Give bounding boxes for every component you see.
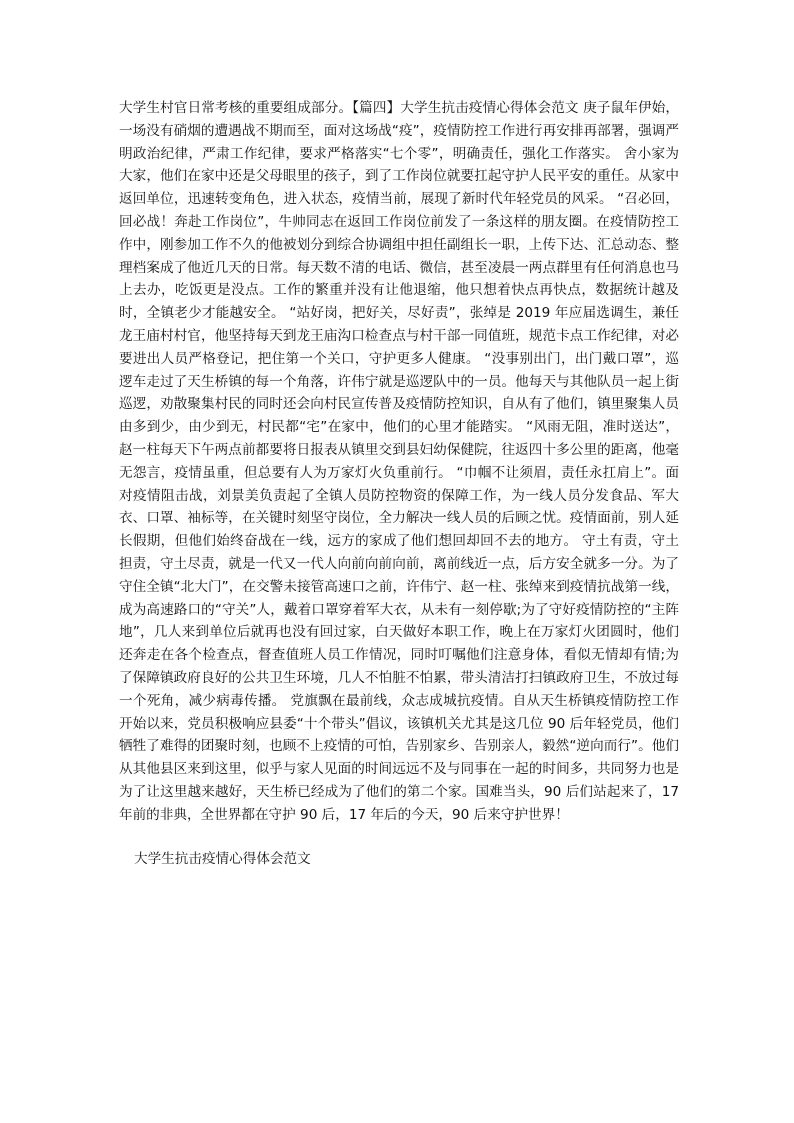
document-footer-title: 大学生抗击疫情心得体会范文 <box>134 851 311 867</box>
document-body-text: 大学生村官日常考核的重要组成部分。【篇四】大学生抗击疫情心得体会范文 庚子鼠年伊始，一场没有硝烟的遭遇战不期而至，面对这场战“疫”，疫情防控工作进行再安排再部署，强调严明政治纪律，严肃工作纪律，要求严格落实“七个零”，明确责任，强化工作落实。 舍小家为大家，他们在家中还是父母眼里的孩子，到了工作岗位就要扛起守护人民平安的重任。从家中返回单位，迅速转变角色，进入状态，疫情当前，展现了新时代年轻党员的风采。 “召必回，回必战！奔赴工作岗位”，牛帅同志在返回工作岗位前发了一条这样的朋友圈。在疫情防控工作中，刚参加工作不久的他被划分到综合协调组中担任副组长一职，上传下达、汇总动态、整理档案成了他近几天的日常。每天数不清的电话、微信，甚至凌晨一两点群里有任何消息也马上去办，吃饭更是没点。工作的繁重并没有让他退缩，他只想着快点再快点，数据统计越及时，全镇老少才能越安全。 “站好岗，把好关，尽好责”，张绰是 2019 年应届选调生，兼任龙王庙村村官，他坚持每天到龙王庙沟口检查点与村干部一同值班，规范卡点工作纪律，对必要进出人员严格登记，把住第一个关口，守护更多人健康。 “没事别出门，出门戴口罩”，巡逻车走过了天生桥镇的每一个角落，许伟宁就是巡逻队中的一员。他每天与其他队员一起上街巡逻，劝散聚集村民的同时还会向村民宣传普及疫情防控知识，自从有了他们，镇里聚集人员由多到少，由少到无，村民都“宅”在家中，他们的心里才能踏实。 “风雨无阻，准时送达”，赵一柱每天下午两点前都要将日报表从镇里交到县妇幼保健院，往返四十多公里的距离，他毫无怨言，疫情虽重，但总要有人为万家灯火负重前行。 “巾帼不让须眉，责任永扛肩上”。面对疫情阻击战，刘景美负责起了全镇人员防控物资的保障工作，为一线人员分发食品、军大衣、口罩、袖标等，在关键时刻坚守岗位，全力解决一线人员的后顾之忧。疫情面前，别人延长假期，但他们始终奋战在一线，远方的家成了他们想回却回不去的地方。 守土有责，守土担责，守土尽责，就是一代又一代人向前向前向前，离前线近一点，后方安全就多一分。为了守住全镇“北大门”，在交警未接管高速口之前，许伟宁、赵一柱、张绰来到疫情抗战第一线，成为高速路口的“守关”人，戴着口罩穿着军大衣，从未有一刻停歇;为了守好疫情防控的“主阵地”，几人来到单位后就再也没有回过家，白天做好本职工作，晚上在万家灯火团圆时，他们还奔走在各个检查点，督查值班人员工作情况，同时叮嘱他们注意身体，看似无情却有情;为了保障镇政府良好的公共卫生环境，几人不怕脏不怕累，带头清洁打扫镇政府卫生，不放过每一个死角，减少病毒传播。 党旗飘在最前线，众志成城抗疫情。自从天生桥镇疫情防控工作开始以来，党员积极响应县委“十个带头”倡议，该镇机关尤其是这几位 90 后年轻党员，他们牺牲了难得的团聚时刻，也顾不上疫情的可怕，告别家乡、告别亲人，毅然“逆向而行”。他们从其他县区来到这里，似乎与家人见面的时间远远不及与同事在一起的时间多，共同努力也是为了让这里越来越好，天生桥已经成为了他们的第二个家。国难当头，90 后们站起来了，17 年前的非典，全世界都在守护 90 后，17 年后的今天，90 后来守护世界！ <box>119 100 679 823</box>
